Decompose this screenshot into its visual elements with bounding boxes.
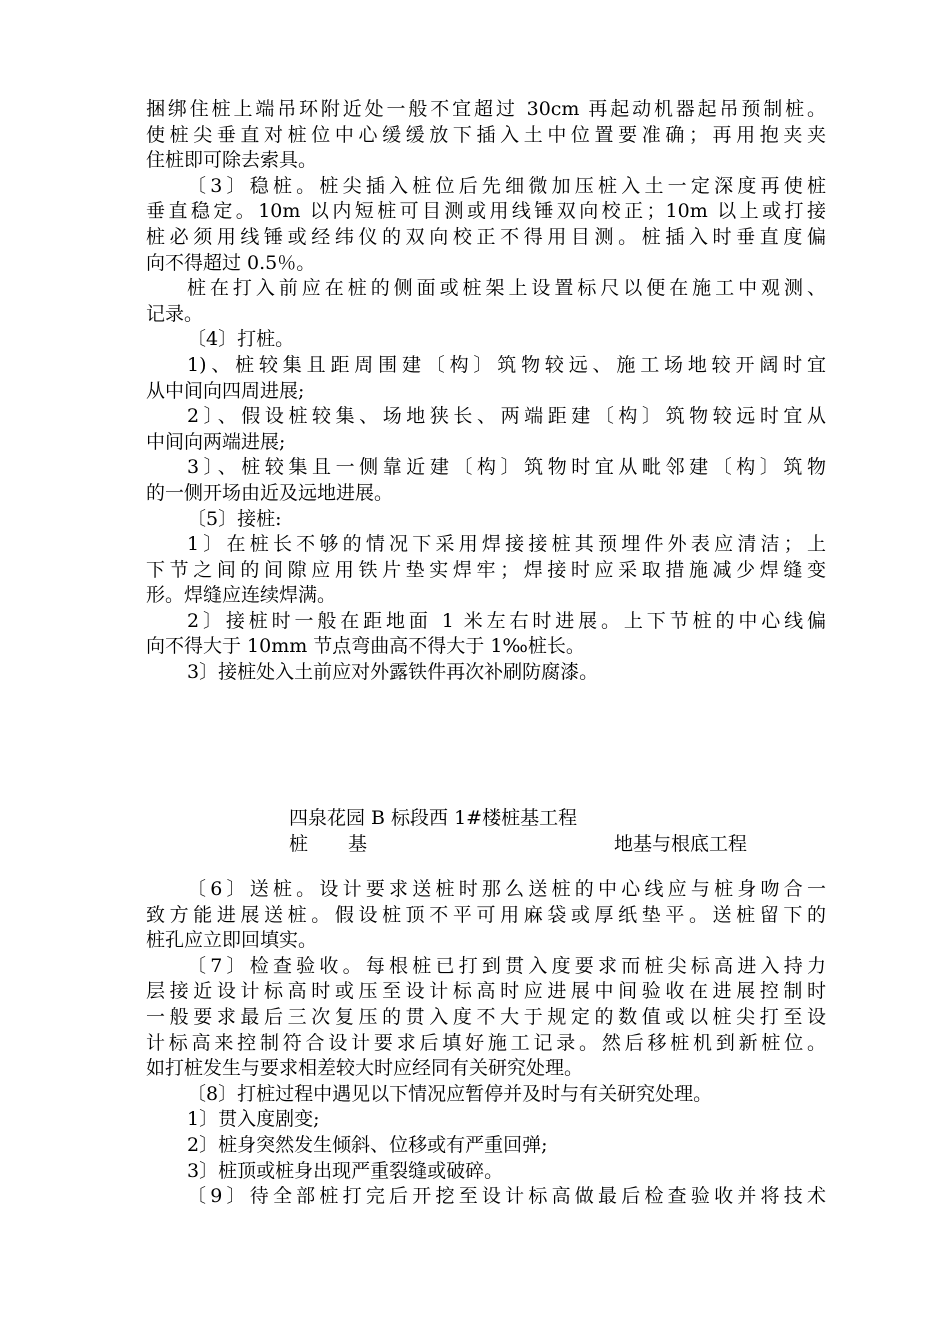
paragraph-line: 形。焊缝应连续焊满。	[146, 584, 337, 607]
paragraph-line: 一般要求最后三次复压的贯入度不大于规定的数值或以桩尖打至设	[146, 1005, 826, 1028]
paragraph-line: 〔3〕稳桩。桩尖插入桩位后先细微加压桩入土一定深度再使桩	[187, 174, 826, 197]
page-header-title: 四泉花园 B 标段西 1#楼桩基工程	[289, 807, 578, 829]
paragraph-line: 的一侧开场由近及远地进展。	[146, 481, 394, 504]
paragraph-line: 住桩即可除去索具。	[146, 149, 318, 172]
list-item: 1〕贯入度剧变;	[187, 1108, 320, 1131]
paragraph-line: 〔7〕检查验收。每根桩已打到贯入度要求而桩尖标高进入持力	[187, 954, 826, 977]
section-heading: 〔4〕打桩。	[187, 328, 295, 351]
paragraph-line: 桩孔应立即回填实。	[146, 929, 318, 952]
paragraph-line: 向不得超过 0.5％。	[146, 251, 316, 274]
paragraph-line: 使桩尖垂直对桩位中心缓缓放下插入土中位置要准确；再用抱夹夹	[146, 123, 826, 146]
page-2-text-block	[146, 877, 826, 1210]
paragraph-line: 中间向两端进展;	[146, 430, 286, 453]
paragraph-line: 桩必须用线锤或经纬仪的双向校正不得用目测。桩插入时垂直度偏	[146, 225, 826, 248]
paragraph-line: 计标高来控制符合设计要求后填好施工记录。然后移桩机到新桩位。	[146, 1031, 826, 1054]
paragraph-line: 如打桩发生与要求相差较大时应经同有关研究处理。	[146, 1057, 584, 1080]
paragraph-line: 致方能进展送桩。假设桩顶不平可用麻袋或厚纸垫平。送桩留下的	[146, 903, 826, 926]
paragraph-line: 2〕、假设桩较集、场地狭长、两端距建〔构〕筑物较远时宜从	[187, 405, 826, 428]
page-header-section-char-2: 基	[348, 833, 368, 855]
paragraph-line: 〔8〕打桩过程中遇见以下情况应暂停并及时与有关研究处理。	[187, 1082, 713, 1105]
paragraph-line: 下节之间的间隙应用铁片垫实焊牢；焊接时应采取措施减少焊缝变	[146, 558, 826, 581]
paragraph-line: 桩在打入前应在桩的侧面或桩架上设置标尺以便在施工中观测、	[187, 277, 826, 300]
paragraph-line: 1〕在桩长不够的情况下采用焊接接桩其预埋件外表应清洁；上	[187, 533, 826, 556]
page-header-section-char-1: 桩	[289, 833, 309, 855]
paragraph-line: 向不得大于 10mm 节点弯曲高不得大于 1‰桩长。	[146, 635, 585, 658]
page-header-section	[289, 831, 367, 857]
paragraph-line: 2〕接桩时一般在距地面 1 米左右时进展。上下节桩的中心线偏	[187, 609, 826, 632]
paragraph-line: 垂直稳定。10m 以内短桩可目测或用线锤双向校正；10m 以上或打接	[146, 200, 826, 223]
paragraph-line: 从中间向四周进展;	[146, 379, 305, 402]
list-item: 2〕桩身突然发生倾斜、位移或有严重回弹;	[187, 1133, 548, 1156]
paragraph-line: 捆绑住桩上端吊环附近处一般不宜超过 30cm 再起动机器起吊预制桩。	[146, 98, 826, 120]
list-item: 3〕桩顶或桩身出现严重裂缝或破碎。	[187, 1159, 504, 1182]
paragraph-line: 〔9〕待全部桩打完后开挖至设计标高做最后检查验收并将技术	[187, 1185, 826, 1208]
paragraph-line: 3〕、桩较集且一侧靠近建〔构〕筑物时宜从毗邻建〔构〕筑物	[187, 456, 826, 479]
paragraph-line: 层接近设计标高时或压至设计标高时应进展中间验收在进展控制时	[146, 980, 826, 1003]
paragraph-line: 记录。	[146, 302, 204, 325]
section-heading: 〔5〕接桩:	[187, 507, 282, 530]
paragraph-line: 〔6〕送桩。设计要求送桩时那么送桩的中心线应与桩身吻合一	[187, 878, 826, 900]
page-1-text-block	[146, 97, 826, 686]
paragraph-line: 1)、桩较集且距周围建〔构〕筑物较远、施工场地较开阔时宜	[187, 353, 826, 376]
paragraph-line: 3〕接桩处入土前应对外露铁件再次补刷防腐漆。	[187, 661, 599, 684]
page-header-category: 地基与根底工程	[614, 833, 748, 855]
